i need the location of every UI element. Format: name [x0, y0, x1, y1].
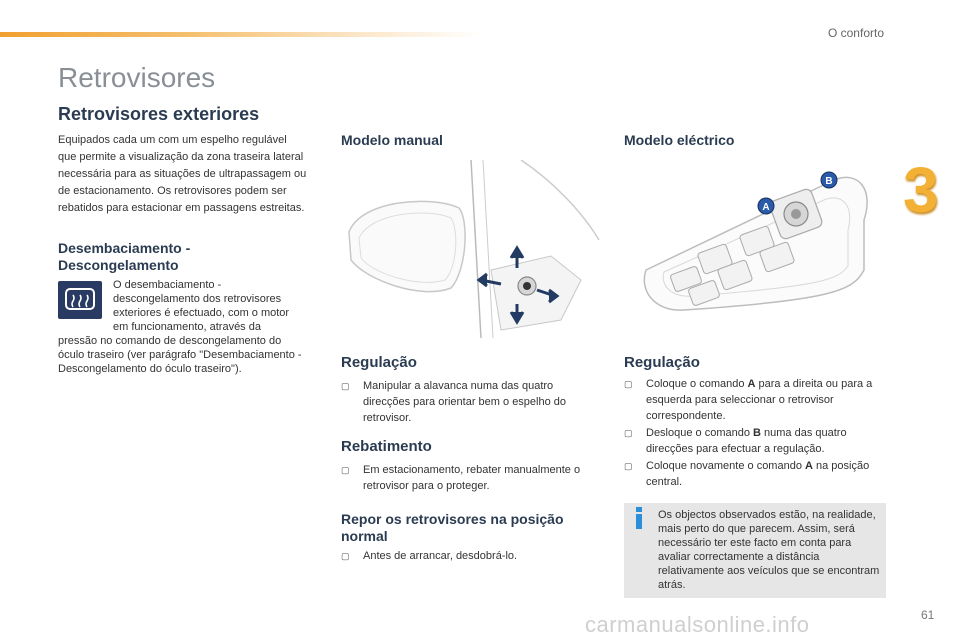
- manual-rebatimento-heading: Rebatimento: [341, 438, 432, 455]
- defrost-text-line2: descongelamento dos retrovisores: [113, 293, 282, 305]
- manual-mirror-illustration: [341, 160, 603, 338]
- manual-regulacao-heading: Regulação: [341, 354, 417, 371]
- page-title: Retrovisores: [58, 62, 216, 93]
- electric-heading: Modelo eléctrico: [624, 132, 735, 148]
- list-item: ▢ Desloque o comando B numa das quatro direcções para efectuar a regulação.: [624, 427, 847, 455]
- electric-regulacao-heading: Regulação: [624, 354, 700, 371]
- list-item: ▢ Em estacionamento, rebater manualmente o retrovisor para o proteger.: [341, 464, 581, 492]
- bullet-icon: ▢: [624, 379, 633, 389]
- list-item: ▢ Manipular a alavanca numa das quatro direcções para orientar bem o espelho do retrovisor.: [341, 380, 567, 424]
- electric-control-illustration: [624, 160, 886, 338]
- label-b: B: [825, 176, 833, 187]
- bullet-icon: ▢: [341, 551, 350, 561]
- bullet-icon: ▢: [341, 381, 350, 391]
- list-item: ▢ Coloque novamente o comando A na posição central.: [624, 460, 870, 488]
- manual-regulacao-list: [341, 378, 603, 427]
- defrost-text-line4: em funcionamento, através da: [113, 321, 261, 333]
- info-icon: [633, 507, 645, 529]
- defrost-heading-line1: Desembaciamento -: [58, 240, 191, 256]
- rear-defrost-icon: [58, 281, 102, 319]
- bullet-icon: ▢: [624, 428, 633, 438]
- exterior-heading: Retrovisores exteriores: [58, 104, 260, 124]
- chapter-number: 3: [903, 154, 939, 226]
- list-item: ▢ Coloque o comando A para a direita ou para a esquerda para seleccionar o retrovisor correspondente.: [624, 378, 873, 422]
- defrost-heading-line2: Descongelamento: [58, 257, 179, 273]
- exterior-intro: Equipados cada um com um espelho regulável que permite a visualização da zona traseira lateral necessária para as situações de ultrapassagem ou de estacionamento. Os retrovisores podem ser rebatidos para estacionar em passagens estreitas.: [58, 134, 307, 214]
- defrost-text-rest: pressão no comando de descongelamento do óculo traseiro (ver parágrafo "Desembaciamento - Descongelamento do óculo traseiro").: [58, 335, 302, 375]
- info-text: Os objectos observados estão, na realidade, mais perto do que parecem. Assim, será necessário ter este facto em conta para avaliar correctamente a distância relativamente aos veículos que se encontram atrás.: [658, 509, 880, 591]
- page-number: 61: [921, 608, 935, 622]
- defrost-text-line1: O desembaciamento -: [113, 279, 222, 291]
- defrost-text-top: [113, 278, 313, 334]
- manual-repor-heading: Repor os retrovisores na posição normal: [341, 511, 564, 544]
- manual-repor-list: [341, 548, 603, 565]
- label-a: A: [762, 202, 770, 213]
- bullet-icon: ▢: [341, 465, 350, 475]
- list-item: ▢ Antes de arrancar, desdobrá-lo.: [341, 550, 518, 562]
- bullet-icon: ▢: [624, 461, 633, 471]
- header-accent-bar: [0, 32, 480, 37]
- section-label: O conforto: [827, 26, 884, 40]
- manual-heading: Modelo manual: [341, 132, 443, 148]
- watermark: carmanualsonline.info: [585, 612, 810, 637]
- electric-regulacao-list: [624, 376, 886, 491]
- defrost-text-line3: exteriores é efectuado, com o motor: [113, 307, 290, 319]
- manual-rebatimento-list: [341, 462, 603, 495]
- defrost-heading: [58, 240, 190, 274]
